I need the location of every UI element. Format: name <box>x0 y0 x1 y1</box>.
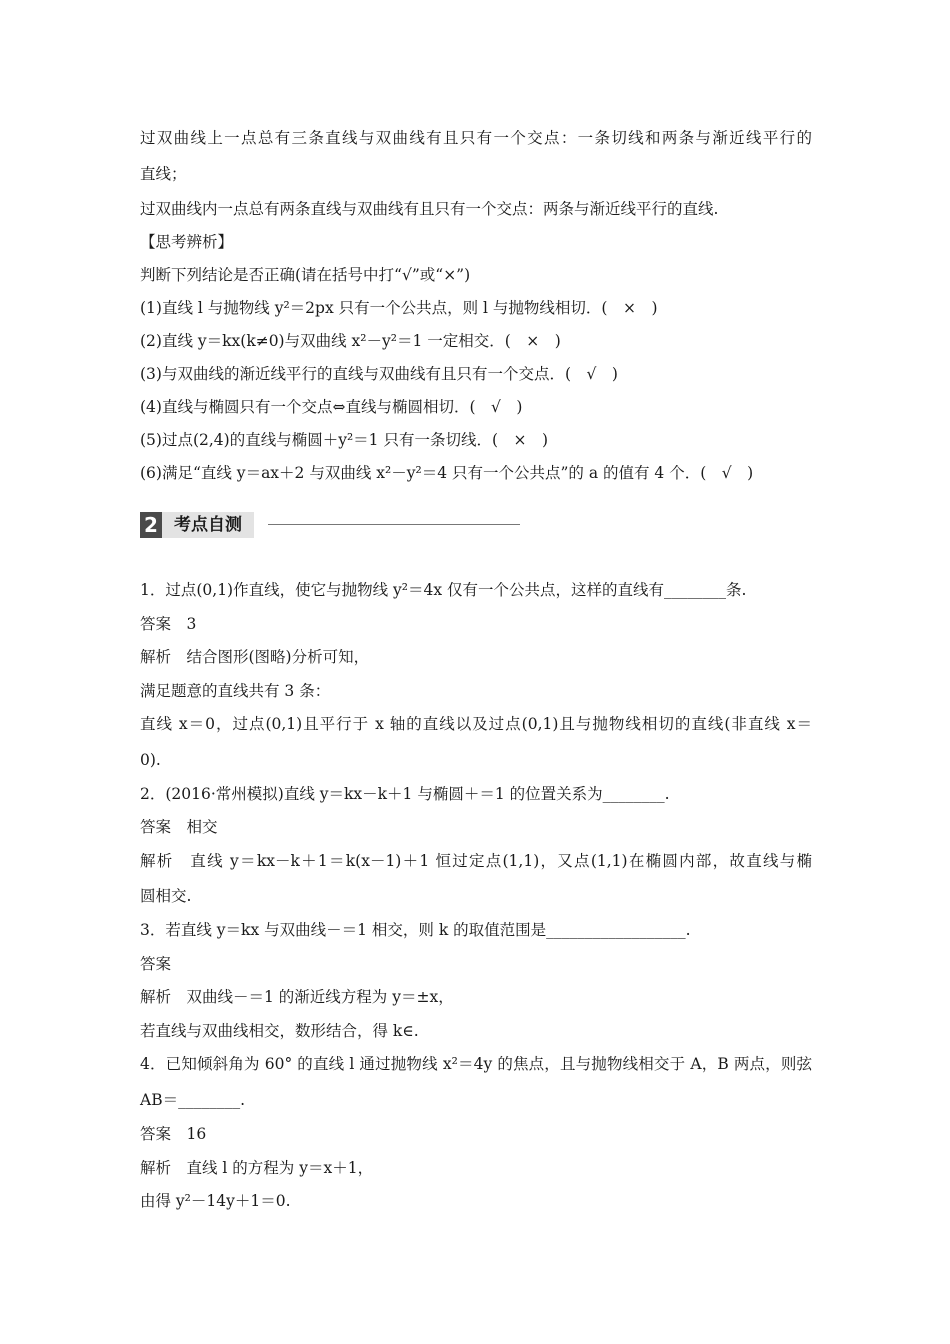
section-divider <box>268 524 520 525</box>
text-line: 满足题意的直线共有 3 条： <box>140 682 331 700</box>
text-line: 圆相交. <box>140 887 192 905</box>
section-title: 考点自测 <box>162 512 254 538</box>
text-line: AB＝________. <box>140 1091 246 1109</box>
text-line: 若直线与双曲线相交，数形结合，得 k∈. <box>140 1022 419 1040</box>
text-line: 答案 <box>140 955 172 973</box>
text-line: 解析 直线 l 的方程为 y＝x＋1， <box>140 1159 374 1177</box>
text-line: (4)直线与椭圆只有一个交点⇔直线与椭圆相切．( √ ) <box>140 398 523 416</box>
section-header <box>140 512 530 538</box>
text-line: 判断下列结论是否正确(请在括号中打“√”或“×”) <box>140 266 471 284</box>
text-line: 解析 双曲线－＝1 的渐近线方程为 y＝±x， <box>140 988 454 1006</box>
text-line: (1)直线 l 与抛物线 y²＝2px 只有一个公共点，则 l 与抛物线相切．( × ) <box>140 299 658 317</box>
text-line: 解析 直线 y＝kx－k＋1＝k(x－1)＋1 恒过定点(1,1)，又点(1,1)在椭圆内部，故直线与椭 <box>140 852 812 870</box>
text-line: (5)过点(2,4)的直线与椭圆＋y²＝1 只有一条切线．( × ) <box>140 431 549 449</box>
text-line: (6)满足“直线 y＝ax＋2 与双曲线 x²－y²＝4 只有一个公共点”的 a 的值有 4 个．( √ ) <box>140 464 754 482</box>
text-line: 2．(2016·常州模拟)直线 y＝kx－k＋1 与椭圆＋＝1 的位置关系为________. <box>140 785 670 803</box>
text-line: 3．若直线 y＝kx 与双曲线－＝1 相交，则 k 的取值范围是__________________. <box>140 921 691 939</box>
section-number-badge: 2 <box>140 512 162 538</box>
text-line: 0). <box>140 751 161 769</box>
text-line: 【思考辨析】 <box>140 233 234 251</box>
text-line: 1．过点(0,1)作直线，使它与抛物线 y²＝4x 仅有一个公共点，这样的直线有________条. <box>140 581 747 599</box>
text-line: (3)与双曲线的渐近线平行的直线与双曲线有且只有一个交点．( √ ) <box>140 365 618 383</box>
text-line: (2)直线 y＝kx(k≠0)与双曲线 x²－y²＝1 一定相交．( × ) <box>140 332 561 350</box>
text-line: 答案 16 <box>140 1125 207 1143</box>
text-line: 解析 结合图形(图略)分析可知， <box>140 648 370 666</box>
text-line: 直线 x＝0，过点(0,1)且平行于 x 轴的直线以及过点(0,1)且与抛物线相切的直线(非直线 x＝ <box>140 715 812 733</box>
text-line: 答案 3 <box>140 615 197 633</box>
text-line: 过双曲线上一点总有三条直线与双曲线有且只有一个交点：一条切线和两条与渐近线平行的 <box>140 129 812 147</box>
text-line: 直线； <box>140 165 187 183</box>
text-line: 答案 相交 <box>140 818 218 836</box>
text-line: 4．已知倾斜角为 60° 的直线 l 通过抛物线 x²＝4y 的焦点，且与抛物线相交于 A，B 两点，则弦 <box>140 1055 812 1073</box>
text-line: 由得 y²－14y＋1＝0. <box>140 1192 291 1210</box>
text-line: 过双曲线内一点总有两条直线与双曲线有且只有一个交点：两条与渐近线平行的直线. <box>140 200 719 218</box>
